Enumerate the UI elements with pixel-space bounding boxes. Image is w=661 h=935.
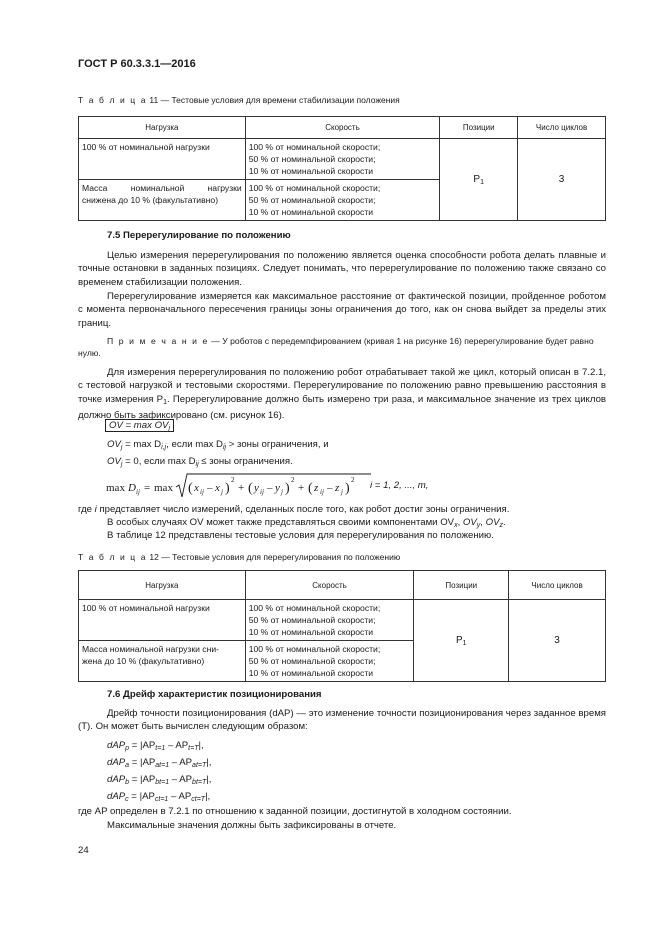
table-row: [79, 600, 606, 641]
svg-text:ij: ij: [136, 488, 140, 496]
svg-text:max: max: [154, 482, 173, 494]
svg-text:j: j: [341, 488, 343, 496]
svg-text:–: –: [267, 482, 273, 494]
table11-header-speed: Скорость: [245, 117, 440, 139]
load-line: Масса номинальной нагрузки: [82, 183, 242, 193]
svg-text:z: z: [335, 482, 340, 494]
section-7-6-explanation: где AP определен в 7.2.1 по отношению к заданной позиции, достигнутой в холодном состоянии.: [78, 806, 512, 817]
svg-text:–: –: [327, 482, 333, 494]
speed-line: 10 % от номинальной скорости: [248, 207, 374, 217]
speed-line: 100 % от номинальной скорости;: [248, 644, 381, 654]
table11-caption: [78, 95, 400, 105]
formula-ov-j-zero: $OV_j = 0$, если $\max D_{ij}$ ≤ зоны ограничения.: [107, 456, 293, 468]
section-7-5-paragraph-1: Целью измерения перерегулирования по положению является оценка способности робота делать плавные и точные остановки в заданных позициях. Следует понимать, что перерегулирование по положению также связано со временем стабилизации положения.: [78, 250, 606, 288]
svg-text:z: z: [314, 482, 319, 494]
equation-dap-c: $dAP_c = |AP_{ct=1} - AP_{ct=T}|$,: [107, 791, 211, 803]
speed-line: 50 % от номинальной скорости;: [248, 615, 376, 625]
table11-header-positions: Позиции: [440, 117, 518, 139]
svg-text:ij: ij: [320, 488, 324, 496]
table12-header-speed: Скорость: [245, 571, 414, 600]
svg-text:D: D: [128, 482, 136, 494]
table11-speed-cell: [245, 180, 440, 221]
page-number: 24: [78, 845, 89, 856]
formula-index-range: i = 1, 2, ..., m,: [370, 480, 429, 491]
speed-line: 100 % от номинальной скорости;: [248, 603, 381, 613]
svg-text:max: max: [106, 482, 125, 494]
svg-text:(: (: [248, 481, 253, 496]
speed-line: 10 % от номинальной скорости: [248, 627, 374, 637]
svg-text:y: y: [275, 482, 280, 494]
document-code: ГОСТ Р 60.3.3.1—2016: [78, 58, 196, 70]
section-7-6-title: 7.6 Дрейф характеристик позиционирования: [107, 689, 322, 700]
svg-text:–: –: [207, 482, 213, 494]
table12-caption-text: 12 — Тестовые условия для перерегулирования по положению: [147, 552, 401, 562]
svg-text:): ): [285, 481, 290, 496]
svg-text:j: j: [221, 488, 223, 496]
section-7-5-title: 7.5 Перерегулирование по положению: [107, 230, 291, 241]
speed-line: 10 % от номинальной скорости: [248, 668, 374, 678]
section-7-5-paragraph-3: Для измерения перерегулирования по положению робот отрабатывает такой же цикл, который описан в 7.2.1, с тестовой нагрузкой и тестовыми скоростями. Перерегулирование по положению равно превышению расстояния в точке измерения $Р_1$. Перерегулирование должно быть измерено три раза, и максимальное значение из трех циклов должно быть зафиксировано (см. рисунок 16).: [78, 367, 606, 422]
table12-caption-label: Т а б л и ц а: [78, 552, 148, 562]
table11-caption-label: Т а б л и ц а: [78, 95, 148, 105]
table11-header-cycles: Число циклов: [518, 117, 606, 139]
table-row: [79, 139, 606, 180]
special-case-text: В особых случаях OV может также представляться своими компонентами $OV_x$, $OV_y$, $OV_z$.: [107, 517, 506, 529]
table12: [78, 570, 606, 682]
table12-header-load: Нагрузка: [79, 571, 246, 600]
equation-dap-b: $dAP_b = |AP_{bt=1} - AP_{bt=T}|$,: [107, 774, 212, 786]
table11-load-cell: [79, 180, 246, 221]
speed-line: 50 % от номинальной скорости;: [248, 154, 376, 164]
formula-ov-j-condition: $OV_j = \max D_{i,j}$, если $\max D_{ij}$ > зоны ограничения, и: [107, 439, 329, 451]
table12-position-cell: $P_1$: [414, 600, 509, 682]
svg-text:): ): [345, 481, 350, 496]
svg-text:j: j: [281, 488, 283, 496]
load-line: Масса номинальной нагрузки сни-: [82, 644, 219, 654]
svg-text:(: (: [308, 481, 313, 496]
section-7-6-final: Максимальные значения должны быть зафиксированы в отчете.: [107, 820, 397, 831]
equation-dap-p: $dAP_p = |AP_{t=1} - AP_{t=T}|$,: [107, 740, 204, 752]
svg-text:y: y: [254, 482, 259, 494]
svg-text:x: x: [194, 482, 199, 494]
table12-load-cell: [79, 641, 246, 682]
speed-line: 50 % от номинальной скорости;: [248, 195, 376, 205]
table12-header-row: [79, 571, 606, 600]
load-line: жена до 10 % (факультативно): [82, 656, 205, 666]
table11-header-load: Нагрузка: [79, 117, 246, 139]
table12-load-cell: 100 % от номинальной нагрузки: [79, 600, 246, 641]
svg-text:2: 2: [291, 476, 295, 484]
table11-speed-cell: [245, 139, 440, 180]
table11-cycles-cell: 3: [518, 139, 606, 221]
section-7-5-note: П р и м е ч а н и е — У роботов с передемпфированием (кривая 1 на рисунке 16) перерегулирование будет равно нулю.: [78, 336, 594, 359]
table11-load-cell: 100 % от номинальной нагрузки: [79, 139, 246, 180]
svg-text:ij: ij: [200, 488, 204, 496]
svg-text:(: (: [188, 481, 193, 496]
table12-cycles-cell: 3: [509, 600, 606, 682]
table11-position-cell: $P_1$: [440, 139, 518, 221]
svg-text:2: 2: [351, 476, 355, 484]
table12-speed-cell: [245, 641, 414, 682]
svg-text:ij: ij: [260, 488, 264, 496]
speed-line: 50 % от номинальной скорости;: [248, 656, 376, 666]
table12-caption: [78, 552, 400, 562]
svg-text:+: +: [238, 482, 245, 494]
formula-explanation: где i представляет число измерений, сделанных после того, как робот достиг зоны ограничения.: [78, 504, 510, 515]
speed-line: 100 % от номинальной скорости;: [248, 183, 381, 193]
table12-speed-cell: [245, 600, 414, 641]
section-7-5-paragraph-2: Перерегулирование измеряется как максимальное расстояние от фактической позиции, пройденное роботом с момента первоначального пересечения границы зоны ограничения до того, как он снова выйдет за пределы этих границ.: [78, 291, 606, 329]
svg-text:): ): [225, 481, 230, 496]
svg-text:x: x: [215, 482, 220, 494]
table11: [78, 116, 606, 221]
table11-caption-text: 11 — Тестовые условия для времени стабилизации положения: [147, 95, 400, 105]
svg-text:+: +: [298, 482, 305, 494]
svg-text:2: 2: [231, 476, 235, 484]
table12-header-positions: Позиции: [414, 571, 509, 600]
speed-line: 10 % от номинальной скорости: [248, 166, 374, 176]
equation-dap-a: $dAP_a = |AP_{at=1} - AP_{at=T}|$,: [107, 757, 212, 769]
svg-text:=: =: [144, 482, 151, 494]
formula-ov-max: OV = $\max OV_j$: [105, 420, 174, 432]
table11-header-row: [79, 117, 606, 139]
speed-line: 100 % от номинальной скорости;: [248, 142, 381, 152]
table12-reference-text: В таблице 12 представлены тестовые условия для перерегулирования по положению.: [107, 530, 494, 541]
table12-header-cycles: Число циклов: [509, 571, 606, 600]
load-line: снижена до 10 % (факультативно): [82, 195, 219, 205]
section-7-6-paragraph-1: Дрейф точности позиционирования (dAP) — это изменение точности позиционирования через заданное время (T). Он может быть вычислен следующим образом:: [78, 708, 606, 733]
